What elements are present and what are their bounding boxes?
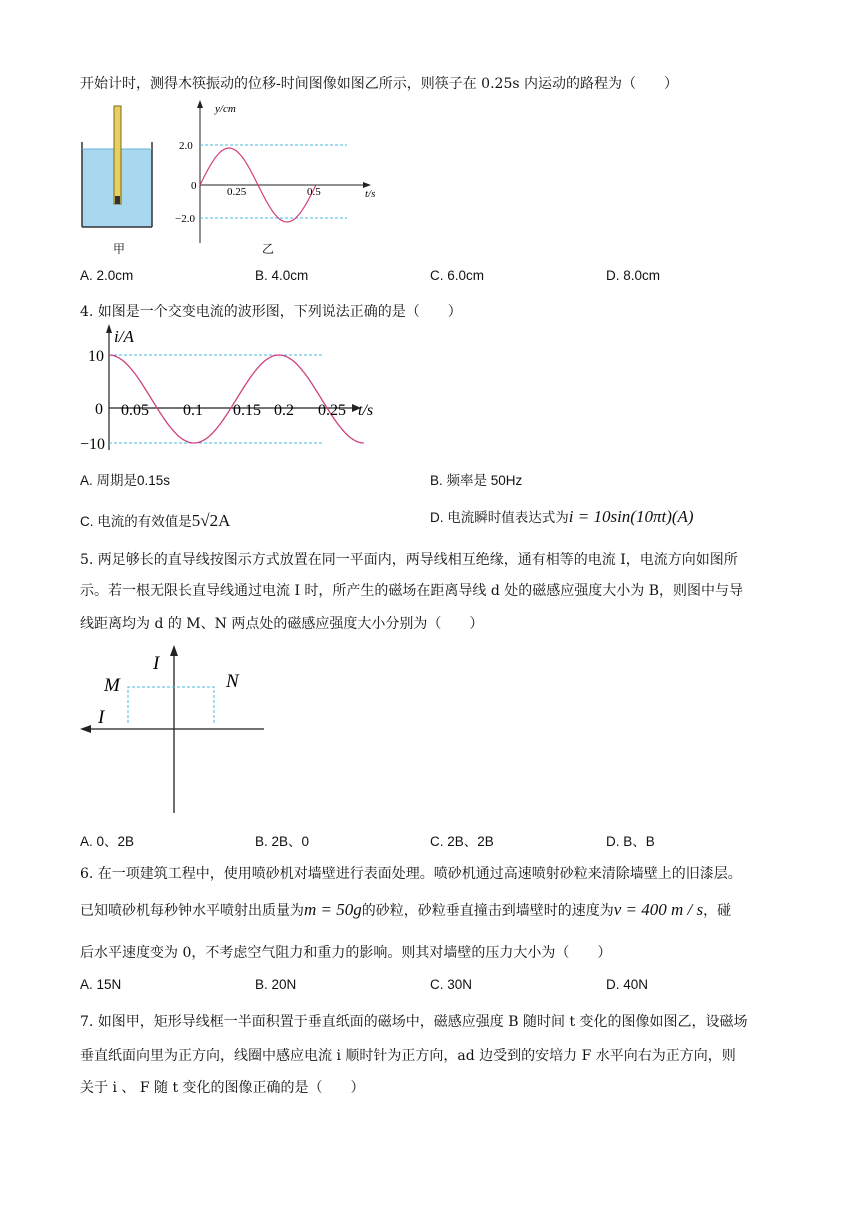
- q5-line-2: 示。若一根无限长直导线通过电流 I 时，所产生的磁场在距离导线 d 处的磁感应强度大小为 B，则图中与导: [80, 583, 744, 599]
- q7-line-1: 7. 如图甲，矩形导线框一半面积置于垂直纸面的磁场中，磁感应强度 B 随时间 t 变化的图像如图乙，设磁场: [80, 1014, 748, 1030]
- i-tick-10: 10: [88, 348, 104, 365]
- crossed-wires-figure: [78, 645, 278, 815]
- current-label-horizontal: I: [98, 707, 105, 728]
- q6-line-2-text-b: 的砂粒，砂粒垂直撞击到墙壁时的速度为: [361, 903, 614, 919]
- q5-option-c[interactable]: C. 2B、2B: [430, 834, 494, 849]
- y-axis-label: y/cm: [215, 103, 236, 115]
- x-tick-05: 0.5: [307, 186, 321, 198]
- q6-line-2: [80, 900, 731, 920]
- q4-option-d-formula: i = 10sin(10πt)(A): [568, 507, 694, 526]
- t-axis-label: t/s: [358, 402, 374, 419]
- q6-option-d[interactable]: D. 40N: [606, 977, 649, 992]
- q6-line-2-text-c: ，碰: [703, 903, 732, 919]
- beaker-figure: [78, 102, 158, 256]
- q3-option-a[interactable]: A. 2.0cm: [80, 268, 134, 283]
- x-tick-025: 0.25: [227, 186, 247, 198]
- t-tick-025: 0.25: [318, 402, 346, 419]
- i-tick-neg10: −10: [80, 436, 106, 452]
- q5-line-3: 线距离均为 d 的 M、N 两点处的磁感应强度大小分别为（ ）: [80, 616, 484, 632]
- q6-option-b[interactable]: B. 20N: [255, 977, 297, 992]
- q4-option-d[interactable]: [430, 506, 694, 527]
- q4-option-d-text: D. 电流瞬时值表达式为: [430, 510, 569, 525]
- q5-option-d[interactable]: D. B、B: [606, 834, 655, 849]
- current-label-vertical: I: [153, 653, 160, 674]
- current-curve: [109, 355, 364, 443]
- q3-option-b[interactable]: B. 4.0cm: [255, 268, 309, 283]
- q4-option-a[interactable]: A. 周期是0.15s: [80, 473, 171, 488]
- q6-option-c[interactable]: C. 30N: [430, 977, 473, 992]
- t-tick-01: 0.1: [183, 402, 203, 419]
- q4-stem: 4. 如图是一个交变电流的波形图，下列说法正确的是（ ）: [80, 304, 462, 320]
- t-tick-02: 0.2: [274, 402, 294, 419]
- q4-option-c-formula: 5√2A: [191, 511, 231, 530]
- q3-option-d[interactable]: D. 8.0cm: [606, 268, 661, 283]
- i-tick-0: 0: [95, 401, 103, 418]
- y-tick-0: 0: [191, 180, 197, 192]
- q3-option-c[interactable]: C. 6.0cm: [430, 268, 485, 283]
- q7-line-3: 关于 i 、 F 随 t 变化的图像正确的是（ ）: [80, 1080, 365, 1096]
- q5-option-b[interactable]: B. 2B、0: [255, 834, 310, 849]
- q4-option-b[interactable]: B. 频率是 50Hz: [430, 473, 523, 488]
- displacement-time-chart: [175, 98, 385, 244]
- t-tick-005: 0.05: [121, 402, 149, 419]
- figure-label-yi: 乙: [262, 242, 275, 256]
- t-tick-015: 0.15: [233, 402, 261, 419]
- q5-option-a[interactable]: A. 0、2B: [80, 834, 135, 849]
- point-n-label: N: [226, 671, 239, 692]
- y-tick-2: 2.0: [179, 140, 193, 152]
- q6-mass-formula: m = 50g: [304, 900, 362, 919]
- q6-line-2-text-a: 已知喷砂机每秒钟水平喷射出质量为: [80, 903, 304, 919]
- x-axis-label: t/s: [365, 188, 376, 200]
- q7-line-2: 垂直纸面向里为正方向，线圈中感应电流 i 顺时针为正方向，ad 边受到的安培力 F 水平向右为正方向，则: [80, 1048, 736, 1064]
- point-m-label: M: [104, 675, 120, 696]
- q6-velocity-formula: v = 400 m / s: [613, 900, 704, 919]
- q6-line-3: 后水平速度变为 0，不考虑空气阻力和重力的影响。则其对墙壁的压力大小为（ ）: [80, 945, 612, 961]
- i-axis-label: i/A: [114, 327, 134, 346]
- q4-option-c[interactable]: [80, 510, 230, 531]
- y-tick-neg2: −2.0: [175, 213, 195, 225]
- q5-line-1: 5. 两足够长的直导线按图示方式放置在同一平面内，两导线相互绝缘，通有相等的电流 I，电流方向如图所: [80, 552, 738, 568]
- figure-label-jia: 甲: [113, 242, 126, 256]
- q6-option-a[interactable]: A. 15N: [80, 977, 122, 992]
- q4-option-c-text: C. 电流的有效值是: [80, 514, 192, 529]
- q6-line-1: 6. 在一项建筑工程中，使用喷砂机对墙壁进行表面处理。喷砂机通过高速喷射砂粒来清除墙壁上的旧漆层。: [80, 866, 742, 882]
- current-waveform-chart: [80, 322, 380, 452]
- q3-stem: 开始计时，测得木筷振动的位移-时间图像如图乙所示，则筷子在 0.25s 内运动的路程为（ ）: [80, 76, 678, 92]
